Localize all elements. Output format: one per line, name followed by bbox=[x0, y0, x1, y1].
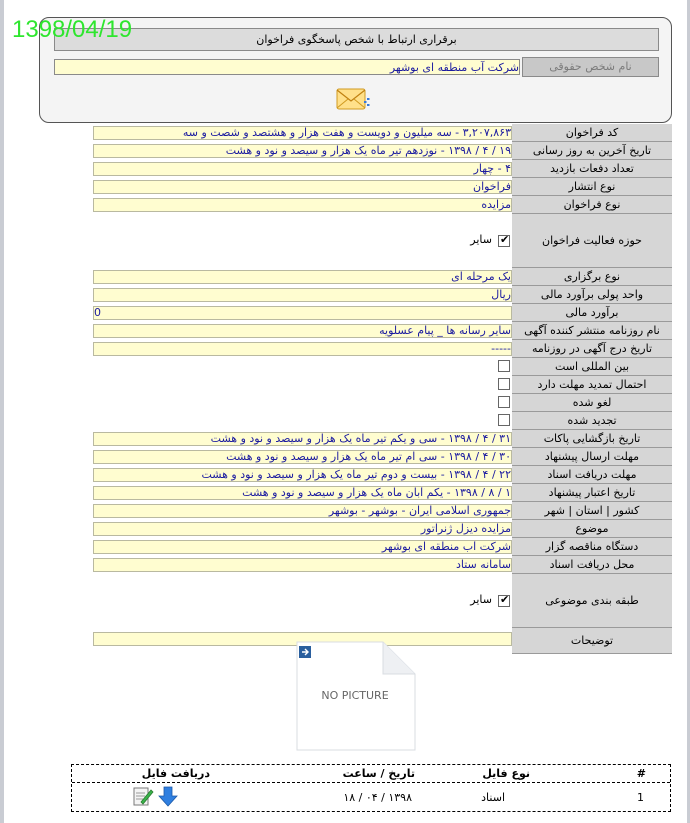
field-label: محل دریافت اسناد bbox=[512, 556, 672, 574]
field-row bbox=[93, 322, 672, 340]
field-value: مزایده دیزل ژنراتور bbox=[93, 522, 512, 536]
files-table bbox=[71, 764, 671, 812]
field-label: تاریخ آخرین به روز رسانی bbox=[512, 142, 672, 160]
category-label: طبقه بندی موضوعی bbox=[512, 574, 672, 628]
field-row bbox=[93, 430, 672, 448]
field-row bbox=[93, 160, 672, 178]
activity-checkbox[interactable] bbox=[498, 235, 510, 247]
date-stamp: 1398/04/19 bbox=[12, 16, 133, 43]
field-label: تاریخ اعتبار پیشنهاد bbox=[512, 484, 672, 502]
field-value: ----- bbox=[93, 342, 512, 356]
legal-person-label: نام شخص حقوقی bbox=[522, 57, 659, 77]
check-label: احتمال تمدید مهلت دارد bbox=[512, 376, 672, 394]
field-label: تعداد دفعات بازدید bbox=[512, 160, 672, 178]
field-row bbox=[93, 142, 672, 160]
files-table-header bbox=[72, 765, 670, 783]
field-value: ۳,۲۰۷,۸۶۳ - سه میلیون و دویست و هفت هزار و هشتصد و شصت و سه bbox=[93, 126, 512, 140]
check-label: تجدید شده bbox=[512, 412, 672, 430]
field-row bbox=[93, 484, 672, 502]
legal-person-value: شرکت آب منطقه ای بوشهر bbox=[54, 59, 520, 75]
field-row bbox=[93, 124, 672, 142]
field-label: تاریخ بازگشایی پاکات bbox=[512, 430, 672, 448]
international-checkbox[interactable] bbox=[498, 360, 510, 372]
field-value: ۲۲ / ۴ / ۱۳۹۸ - بیست و دوم تیر ماه یک هزار و سیصد و نود و هشت bbox=[93, 468, 512, 482]
field-row bbox=[93, 196, 672, 214]
field-label: برآورد مالی bbox=[512, 304, 672, 322]
field-value: جمهوری اسلامی ایران - بوشهر - بوشهر bbox=[93, 504, 512, 518]
field-label: کد فراخوان bbox=[512, 124, 672, 142]
category-option-label: سایر bbox=[470, 593, 492, 606]
contact-panel bbox=[39, 17, 672, 123]
file-row-type: اسناد bbox=[481, 791, 505, 804]
field-value: سامانه ستاد bbox=[93, 558, 512, 572]
check-row bbox=[93, 358, 672, 376]
field-label: موضوع bbox=[512, 520, 672, 538]
field-label: مهلت دریافت اسناد bbox=[512, 466, 672, 484]
field-row bbox=[93, 340, 672, 358]
files-header-date: تاریخ / ساعت bbox=[342, 767, 415, 780]
field-row bbox=[93, 286, 672, 304]
files-header-num: # bbox=[636, 767, 646, 780]
field-value: فراخوان bbox=[93, 180, 512, 194]
field-value: 0 bbox=[93, 306, 512, 320]
download-arrow-icon[interactable] bbox=[157, 785, 179, 807]
field-value: سایر رسانه ها _ پیام عسلویه bbox=[93, 324, 512, 338]
edit-document-icon[interactable] bbox=[132, 785, 154, 807]
field-row bbox=[93, 538, 672, 556]
field-row bbox=[93, 304, 672, 322]
check-row bbox=[93, 394, 672, 412]
field-label: نوع فراخوان bbox=[512, 196, 672, 214]
renewed-checkbox[interactable] bbox=[498, 414, 510, 426]
envelope-icon[interactable] bbox=[336, 86, 372, 114]
field-label: کشور | استان | شهر bbox=[512, 502, 672, 520]
files-header-download: دریافت فایل bbox=[141, 767, 210, 780]
field-value: ۳۱ / ۴ / ۱۳۹۸ - سی و یکم تیر ماه یک هزار و سیصد و نود و هشت bbox=[93, 432, 512, 446]
check-label: بین المللی است bbox=[512, 358, 672, 376]
category-row bbox=[93, 574, 672, 628]
field-value: ریال bbox=[93, 288, 512, 302]
field-label: نوع برگزاری bbox=[512, 268, 672, 286]
field-value: مزایده bbox=[93, 198, 512, 212]
field-label: دستگاه مناقصه گزار bbox=[512, 538, 672, 556]
activity-row bbox=[93, 214, 672, 268]
field-label: تاریخ درج آگهی در روزنامه bbox=[512, 340, 672, 358]
check-row bbox=[93, 412, 672, 430]
check-label: لغو شده bbox=[512, 394, 672, 412]
field-row bbox=[93, 466, 672, 484]
file-row-date: ۱۸ / ۰۴ / ۱۳۹۸ bbox=[343, 791, 412, 804]
details-table bbox=[93, 124, 672, 654]
contact-panel-title: برقراری ارتباط با شخص پاسخگوی فراخوان bbox=[54, 28, 659, 51]
field-row bbox=[93, 520, 672, 538]
field-value: ۱۹ / ۴ / ۱۳۹۸ - نوزدهم تیر ماه یک هزار و سیصد و نود و هشت bbox=[93, 144, 512, 158]
activity-label: حوزه فعالیت فراخوان bbox=[512, 214, 672, 268]
cancelled-checkbox[interactable] bbox=[498, 396, 510, 408]
field-label: مهلت ارسال پیشنهاد bbox=[512, 448, 672, 466]
description-label: توضیحات bbox=[512, 628, 672, 654]
check-row bbox=[93, 376, 672, 394]
field-value: ۴ - چهار bbox=[93, 162, 512, 176]
activity-option-label: سایر bbox=[470, 233, 492, 246]
field-value: شرکت آب منطقه ای بوشهر bbox=[93, 540, 512, 554]
extension-checkbox[interactable] bbox=[498, 378, 510, 390]
field-label: واحد پولی برآورد مالی bbox=[512, 286, 672, 304]
field-row bbox=[93, 178, 672, 196]
file-row-num: 1 bbox=[637, 791, 644, 804]
field-row bbox=[93, 268, 672, 286]
field-value: یک مرحله ای bbox=[93, 270, 512, 284]
field-row bbox=[93, 502, 672, 520]
no-picture-image bbox=[295, 640, 417, 752]
no-picture-text: NO PICTURE bbox=[321, 689, 389, 702]
field-label: نام روزنامه منتشر کننده آگهی bbox=[512, 322, 672, 340]
field-value: ۳۰ / ۴ / ۱۳۹۸ - سی ام تیر ماه یک هزار و سیصد و نود و هشت bbox=[93, 450, 512, 464]
files-header-type: نوع فایل bbox=[482, 767, 530, 780]
field-row bbox=[93, 448, 672, 466]
window-left-border bbox=[0, 0, 4, 823]
field-row bbox=[93, 556, 672, 574]
field-label: نوع انتشار bbox=[512, 178, 672, 196]
category-checkbox[interactable] bbox=[498, 595, 510, 607]
field-value: ۱ / ۸ / ۱۳۹۸ - یکم آبان ماه یک هزار و سیصد و نود و هشت bbox=[93, 486, 512, 500]
